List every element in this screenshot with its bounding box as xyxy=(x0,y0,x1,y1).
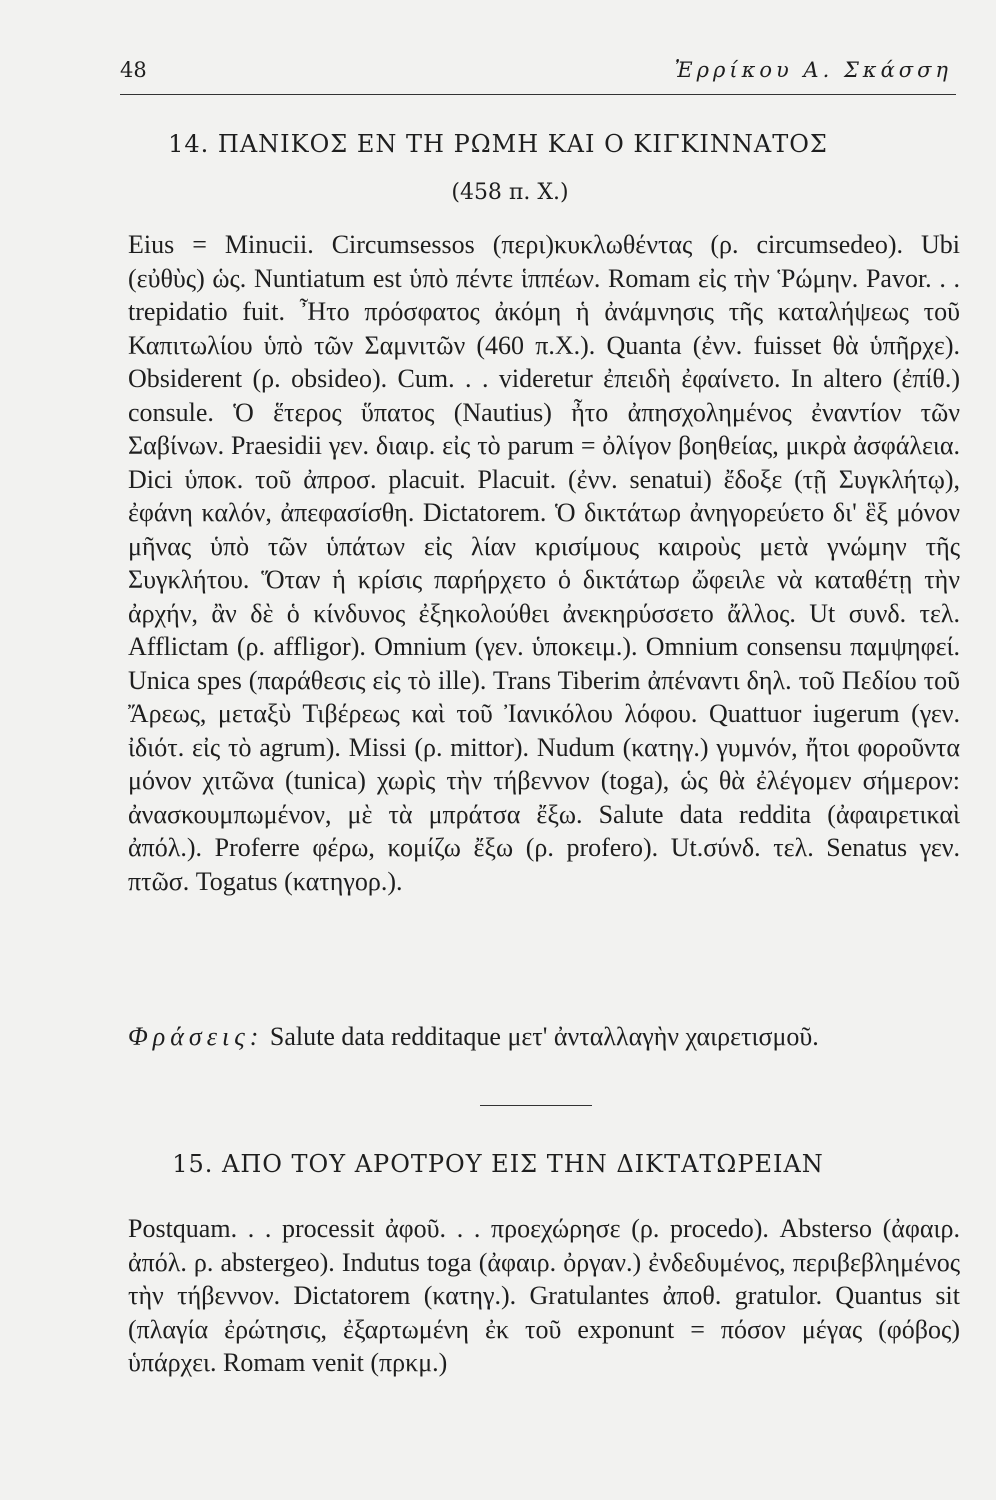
header-rule xyxy=(120,94,956,95)
section-14-subtitle: (458 π. Χ.) xyxy=(451,180,569,205)
section-14-title: 14. ΠΑΝΙΚΟΣ ΕΝ ΤΗ ΡΩΜΗ ΚΑΙ Ο ΚΙΓΚΙΝΝΑΤΟΣ xyxy=(168,130,828,158)
running-head xyxy=(120,58,956,98)
section-15-body: Postquam. . . processit ἀφοῦ. . . προεχώρησε (ρ. procedo). Absterso (ἀφαιρ. ἀπόλ. ρ. abstergeo). Indutus toga (ἀφαιρ. ὀργαν.) ἐνδεδυμένος, περιβεβλημένος τὴν τήβεννον. Dictatorem (κατηγ.). Gratulantes ἀποθ. gratulor. Quantus sit (πλαγία ἐρώτησις, ἐξαρτωμένη ἐκ τοῦ exponunt = πόσον μέγας (φόβος) ὑπάρχει. Romam venit (πρκμ.) xyxy=(128,1214,960,1377)
phrases-label: Φράσεις: xyxy=(128,1022,264,1051)
section-14-body: Eius = Minucii. Circumsessos (περι)κυκλωθέντας (ρ. circumsedeo). Ubi (εὐθὺς) ὡς. Nuntiatum est ὑπὸ πέντε ἱππέων. Romam εἰς τὴν Ῥώμην. Pavor. . . trepidatio fuit. Ἦτο πρόσφατος ἀκόμη ἡ ἀνάμνησις τῆς καταλήψεως τοῦ Καπιτωλίου ὑπὸ τῶν Σαμνιτῶν (460 π.Χ.). Quanta (ἐνν. fuisset θὰ ὑπῆρχε). Obsiderent (ρ. obsideo). Cum. . . videretur ἐπειδὴ ἐφαίνετο. In altero (ἐπίθ.) consule. Ὁ ἕτερος ὕπατος (Nautius) ἦτο ἀπησχολημένος ἐναντίον τῶν Σαβίνων. Praesidii γεν. διαιρ. εἰς τὸ parum = ὀλίγον βοηθείας, μικρὰ ἀσφάλεια. Dici ὑποκ. τοῦ ἀπροσ. placuit. Placuit. (ἐνν. senatui) ἔδοξε (τῇ Συγκλήτῳ), ἐφάνη καλόν, ἀπεφασίσθη. Dictatorem. Ὁ δικτάτωρ ἀνηγορεύετο δι' ἓξ μόνον μῆνας ὑπὸ τῶν ὑπάτων εἰς λίαν κρισίμους καιροὺς μετὰ γνώμην τῆς Συγκλήτου. Ὅταν ἡ κρίσις παρήρχετο ὁ δικτάτωρ ὤφειλε νὰ καταθέτῃ τὴν ἀρχήν, ἂν δὲ ὁ κίνδυνος ἐξηκολούθει ἀνεκηρύσσετο ἄλλος. Ut συνδ. τελ. Afflictam (ρ. affligor). Omnium (γεν. ὑποκειμ.). Omnium consensu παμψηφεί. Unica spes (παράθεσις εἰς τὸ ille). Trans Tiberim ἀπέναντι δηλ. τοῦ Πεδίου τοῦ Ἄρεως, μεταξὺ Τιβέρεως καὶ τοῦ Ἰανικόλου λόφου. Quattuor iugerum (γεν. ἰδιότ. εἰς τὸ agrum). Missi (ρ. mittor). Nudum (κατηγ.) γυμνόν, ἤτοι φοροῦντα μόνον χιτῶνα (tunica) χωρὶς τὴν τήβεννον (toga), ὡς θὰ ἐλέγομεν σήμερον: ἀνασκουμπωμένον, μὲ τὰ μπράτσα ἔξω. Salute data reddita (ἀφαιρετικαὶ ἀπόλ.). Proferre φέρω, κομίζω ἔξω (ρ. profero). Ut.σύνδ. τελ. Senatus γεν. πτῶσ. Togatus (κατηγορ.). xyxy=(128,230,960,896)
running-head-author: Ἐρρίκου Α. Σκάσση xyxy=(674,58,952,82)
phrases-text: Salute data redditaque μετ' ἀνταλλαγὴν χαιρετισμοῦ. xyxy=(269,1022,819,1051)
section-15-title: 15. ΑΠΟ ΤΟΥ ΑΡΟΤΡΟΥ ΕΙΣ ΤΗΝ ΔΙΚΤΑΤΩΡΕΙΑΝ xyxy=(172,1150,824,1178)
phrases-paragraph xyxy=(128,1020,960,1054)
section-separator xyxy=(480,1105,592,1106)
page-number: 48 xyxy=(120,58,147,82)
